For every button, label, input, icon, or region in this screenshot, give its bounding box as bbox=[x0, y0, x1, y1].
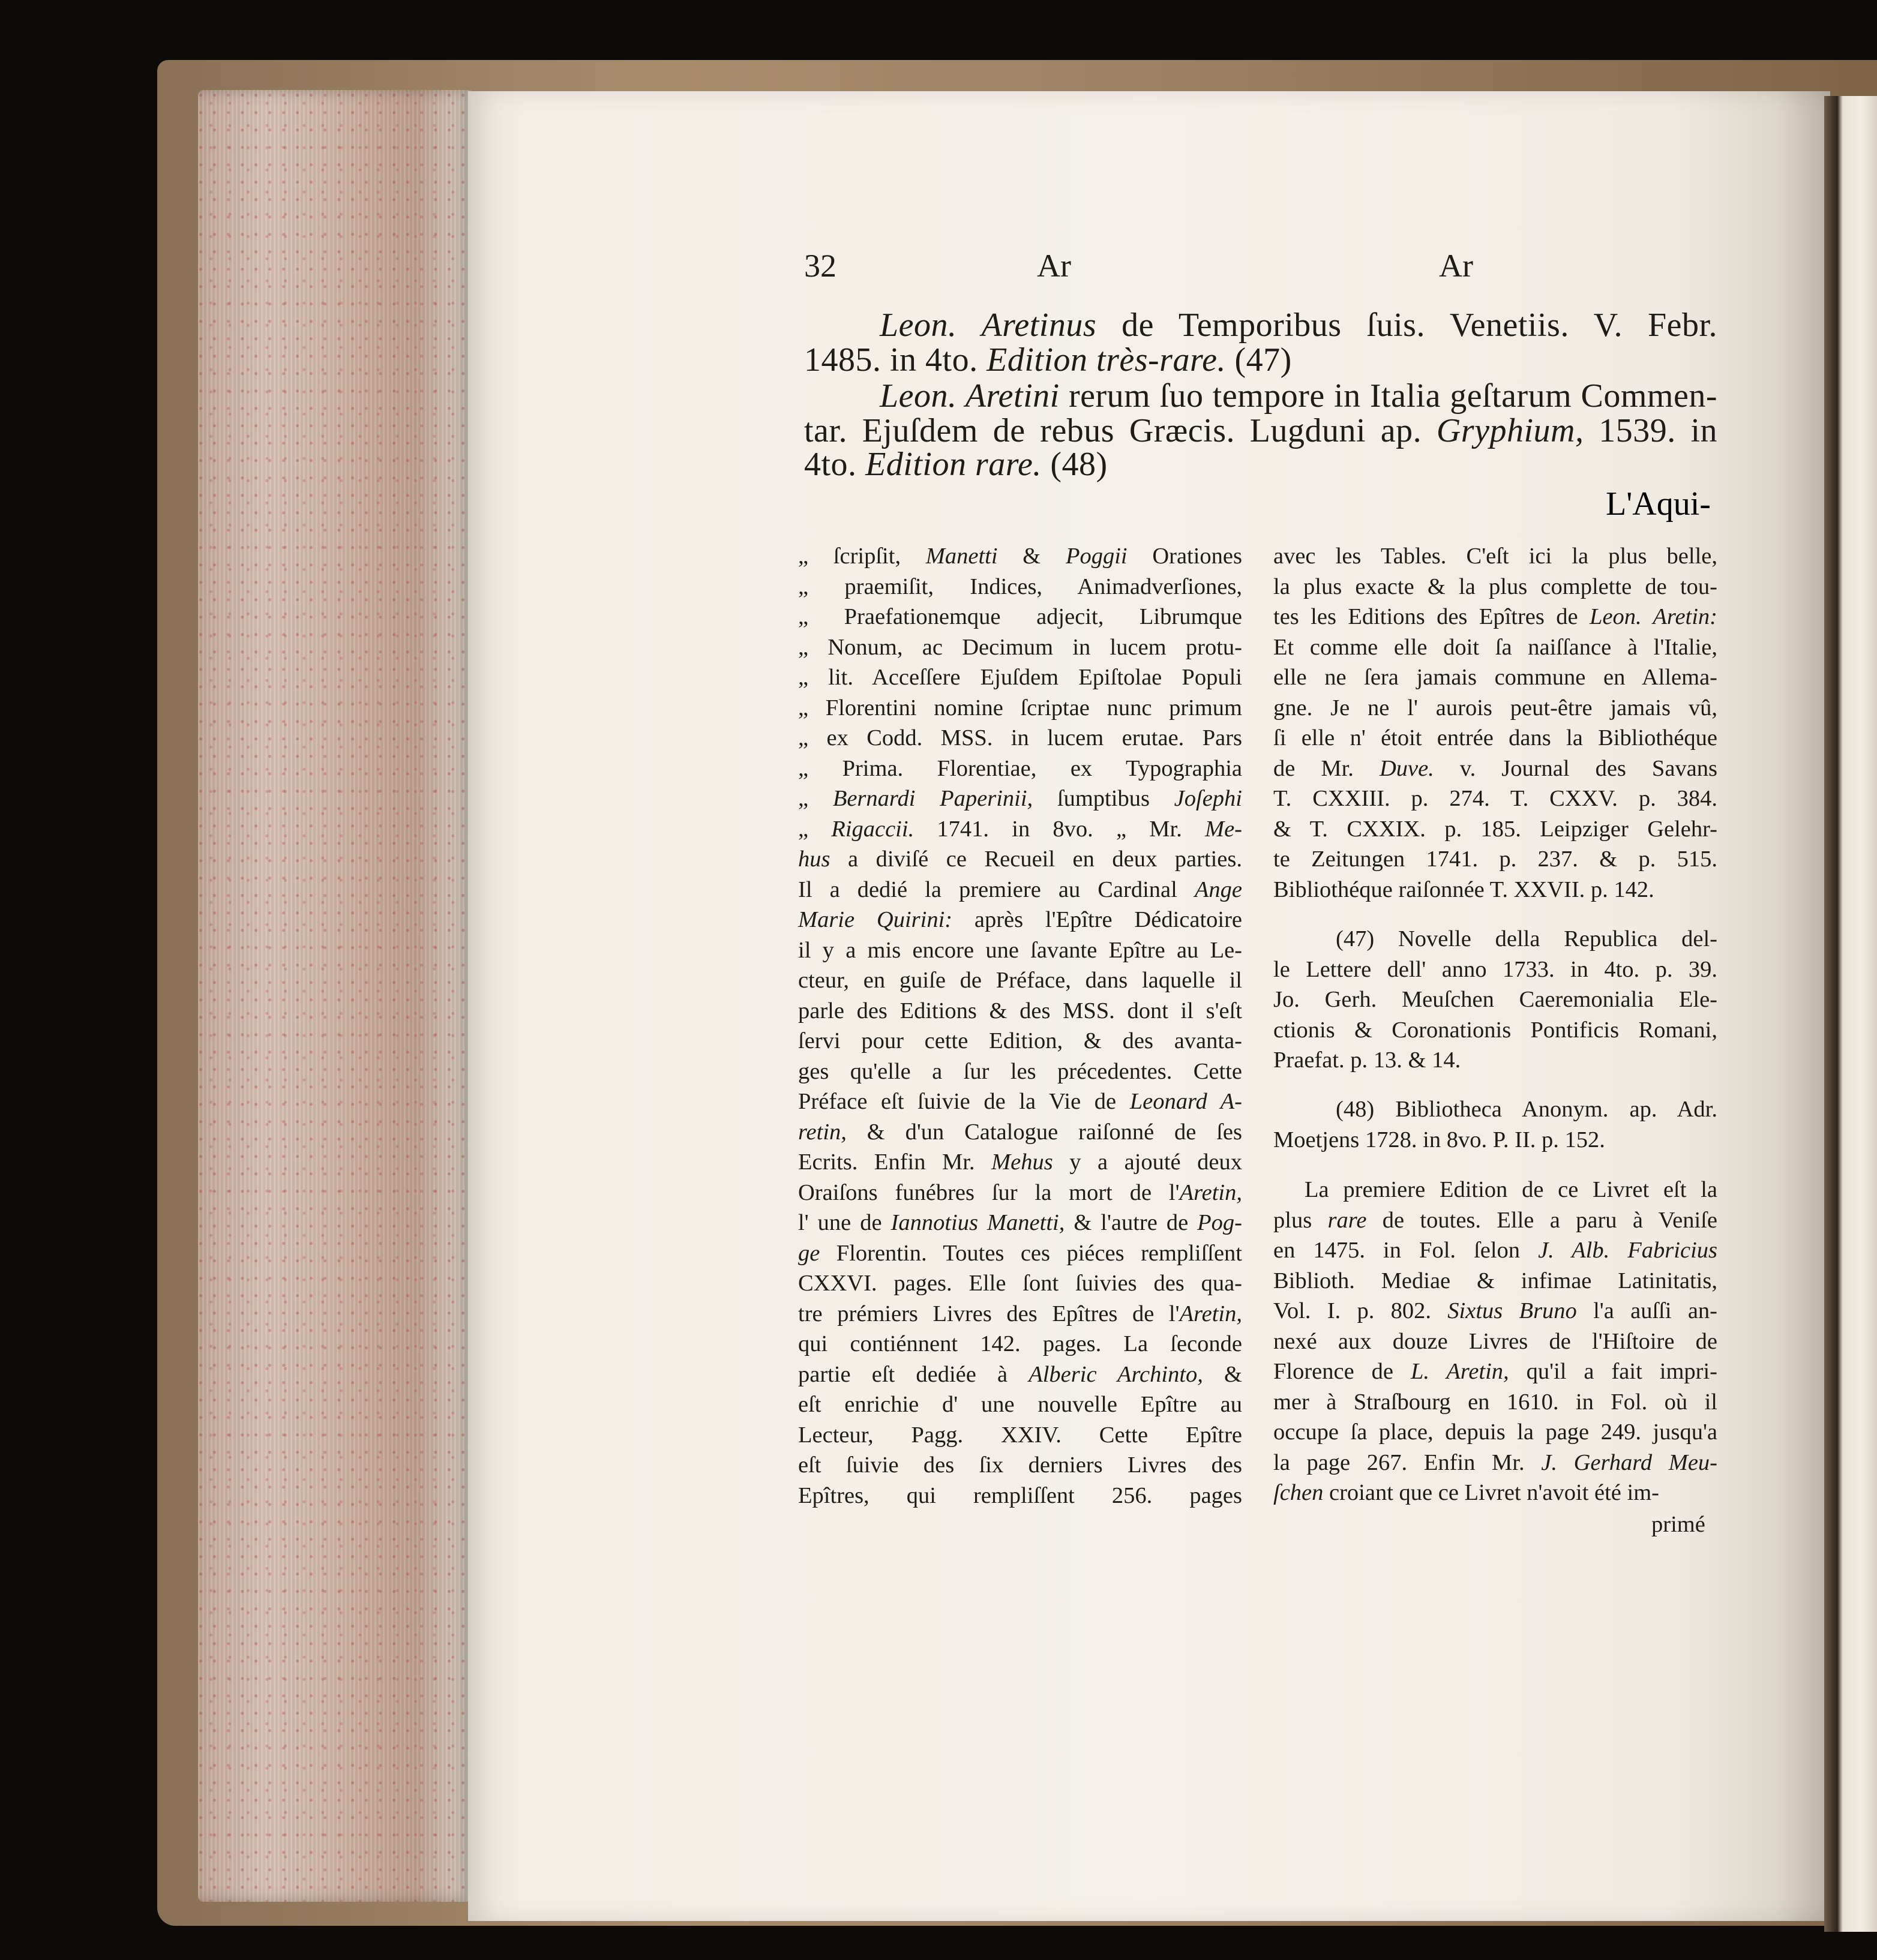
running-head-left: Ar bbox=[1037, 248, 1071, 284]
text-line: „ Nonum, ac Decimum in lucem protu- bbox=[798, 634, 1242, 660]
text-line: Marie Quirini: après l'Epître Dédicatoire bbox=[798, 907, 1242, 932]
left-column bbox=[798, 541, 1242, 1511]
text-line: CXXVI. pages. Elle ſont ſuivies des qua- bbox=[798, 1271, 1242, 1296]
text-line: retin, & d'un Catalogue raiſonné de ſes bbox=[798, 1119, 1242, 1145]
text-line: Epîtres, qui rempliſſent 256. pages bbox=[798, 1482, 1242, 1508]
text-line: Jo. Gerh. Meuſchen Caeremonialia Ele- bbox=[1273, 987, 1717, 1012]
text-line: Vol. I. p. 802. Sixtus Bruno l'a auſſi an- bbox=[1273, 1298, 1718, 1323]
running-head-right: Ar bbox=[1439, 248, 1473, 284]
text-line: (48) Bibliotheca Anonym. ap. Adr. bbox=[1336, 1097, 1717, 1122]
text-line: ges qu'elle a ſur les précedentes. Cette bbox=[798, 1058, 1242, 1084]
text-line: eſt ſuivie des ſix derniers Livres des bbox=[798, 1452, 1242, 1478]
text-line: Biblioth. Mediae & infimae Latinitatis, bbox=[1273, 1268, 1717, 1293]
text-line: „ praemiſit, Indices, Animadverſiones, bbox=[798, 574, 1242, 599]
text-line: gne. Je ne l' aurois peut-être jamais vû, bbox=[1273, 695, 1717, 721]
catchword-bottom: primé bbox=[1651, 1512, 1705, 1537]
text-line: ctionis & Coronationis Pontificis Romani, bbox=[1273, 1017, 1717, 1043]
text-line: occupe ſa place, depuis la page 249. jusqu'a bbox=[1273, 1419, 1717, 1445]
text-line: „ Praefationemque adjecit, Librumque bbox=[798, 604, 1242, 629]
text-line: „ Bernardi Paperinii, ſumptibus Joſephi bbox=[798, 786, 1242, 811]
text-line: La premiere Edition de ce Livret eſt la bbox=[1305, 1177, 1717, 1202]
text-line: ſervi pour cette Edition, & des avanta- bbox=[798, 1028, 1242, 1053]
text-line: cteur, en guiſe de Préface, dans laquelle il bbox=[798, 968, 1242, 993]
text-line: tre prémiers Livres des Epîtres de l'Aretin, bbox=[798, 1301, 1242, 1326]
entry-2-line-2: tar. Ejuſdem de rebus Græcis. Lugduni ap. Gryphium, 1539. in bbox=[804, 412, 1718, 449]
text-line: Florence de L. Aretin, qu'il a fait impri- bbox=[1273, 1359, 1717, 1384]
text-line: de Mr. Duve. v. Journal des Savans bbox=[1273, 755, 1717, 781]
text-line: Et comme elle doit ſa naiſſance à l'Italie, bbox=[1273, 634, 1717, 660]
text-line: la page 267. Enfin Mr. J. Gerhard Meu- bbox=[1273, 1449, 1717, 1475]
text-line: plus rare de toutes. Elle a paru à Veniſe bbox=[1273, 1207, 1717, 1233]
text-line: mer à Straſbourg en 1610. in Fol. où il bbox=[1273, 1389, 1717, 1415]
entry-2-line-1: Leon. Aretini rerum ſuo tempore in Italia geſtarum Commen- bbox=[880, 377, 1717, 415]
text-line: te Zeitungen 1741. p. 237. & p. 515. bbox=[1273, 847, 1717, 872]
text-line: Moetjens 1728. in 8vo. P. II. p. 152. bbox=[1273, 1127, 1605, 1152]
note-47 bbox=[1273, 924, 1717, 1076]
text-line: la plus exacte & la plus complette de tou- bbox=[1273, 574, 1717, 599]
text-line: & T. CXXIX. p. 185. Leipziger Gelehr- bbox=[1273, 816, 1717, 842]
text-line: T. CXXIII. p. 274. T. CXXV. p. 384. bbox=[1273, 786, 1717, 811]
entry-2-line-3: 4to. Edition rare. (48) bbox=[804, 446, 1108, 483]
entry-1-line-1: Leon. Aretinus de Temporibus ſuis. Venetiis. V. Febr. bbox=[880, 307, 1717, 344]
catchword-top: L'Aqui- bbox=[1606, 485, 1711, 523]
text-line: „ Rigaccii. 1741. in 8vo. „ Mr. Me- bbox=[798, 816, 1242, 842]
text-line: „ ſcripſit, Manetti & Poggii Orationes bbox=[798, 544, 1243, 569]
page-number: 32 bbox=[804, 248, 836, 284]
text-line: partie eſt dediée à Alberic Archinto, & bbox=[798, 1361, 1242, 1387]
text-line: qui contiénnent 142. pages. La ſeconde bbox=[798, 1331, 1242, 1356]
text-line: ſchen croiant que ce Livret n'avoit été im- bbox=[1273, 1480, 1659, 1505]
text-line: en 1475. in Fol. ſelon J. Alb. Fabricius bbox=[1273, 1238, 1717, 1263]
text-line: parle des Editions & des MSS. dont il s'eſt bbox=[798, 998, 1242, 1023]
right-column-para-1 bbox=[1273, 541, 1717, 905]
text-line: Lecteur, Pagg. XXIV. Cette Epître bbox=[798, 1422, 1242, 1448]
text-line: il y a mis encore une ſavante Epître au Le- bbox=[798, 937, 1242, 963]
facing-page-edge bbox=[1824, 96, 1877, 1932]
text-line: Oraiſons funébres ſur la mort de l'Aretin, bbox=[798, 1179, 1242, 1205]
text-line: nexé aux douze Livres de l'Hiſtoire de bbox=[1273, 1328, 1717, 1354]
text-line: elle ne ſera jamais commune en Allema- bbox=[1273, 665, 1717, 690]
text-line: Il a dedié la premiere au Cardinal Ange bbox=[798, 877, 1242, 902]
text-line: „ lit. Acceſſere Ejuſdem Epiſtolae Populi bbox=[798, 665, 1242, 690]
note-48 bbox=[1273, 1094, 1717, 1155]
text-line: tes les Editions des Epîtres de Leon. Aretin: bbox=[1273, 604, 1717, 629]
text-line: „ Florentini nomine ſcriptae nunc primum bbox=[798, 695, 1242, 721]
text-line: le Lettere dell' anno 1733. in 4to. p. 39. bbox=[1273, 956, 1717, 982]
text-line: Ecrits. Enfin Mr. Mehus y a ajouté deux bbox=[798, 1149, 1242, 1175]
text-line: Préface eſt ſuivie de la Vie de Leonard A- bbox=[798, 1089, 1243, 1114]
page-fore-edge bbox=[198, 90, 471, 1902]
entry-1-line-2: 1485. in 4to. Edition très-rare. (47) bbox=[804, 341, 1292, 379]
text-line: eſt enrichie d' une nouvelle Epître au bbox=[798, 1392, 1242, 1417]
text-line: avec les Tables. C'eſt ici la plus belle, bbox=[1273, 544, 1717, 569]
text-line: Praefat. p. 13. & 14. bbox=[1273, 1047, 1461, 1073]
text-line: (47) Novelle della Republica del- bbox=[1336, 926, 1717, 952]
text-line: l' une de Iannotius Manetti, & l'autre de Pog- bbox=[798, 1210, 1242, 1235]
text-line: Bibliothéque raiſonnée T. XXVII. p. 142. bbox=[1273, 877, 1654, 902]
right-column-para-2 bbox=[1273, 1175, 1717, 1508]
text-line: ſi elle n' étoit entrée dans la Bibliothéque bbox=[1273, 725, 1717, 751]
text-line: hus a diviſé ce Recueil en deux parties. bbox=[798, 847, 1242, 872]
text-line: „ ex Codd. MSS. in lucem erutae. Pars bbox=[798, 725, 1242, 751]
text-line: ge Florentin. Toutes ces piéces rempliſſent bbox=[798, 1240, 1242, 1266]
text-line: „ Prima. Florentiae, ex Typographia bbox=[798, 755, 1242, 781]
